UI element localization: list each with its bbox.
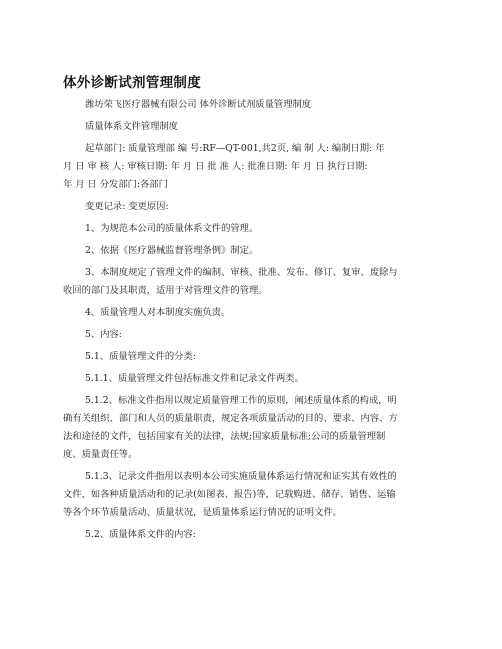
paragraph bbox=[63, 220, 443, 238]
paragraph-line: 5、内容: bbox=[85, 329, 122, 340]
paragraph-line: 年 月 日 分发部门:各部门 bbox=[63, 179, 168, 190]
paragraph bbox=[63, 118, 443, 136]
paragraph bbox=[63, 96, 443, 114]
paragraph bbox=[63, 140, 443, 194]
paragraph-line: 5.2、质量体系文件的内容: bbox=[85, 529, 196, 540]
paragraph-line: 4、质量管理人对本制度实施负责。 bbox=[85, 307, 231, 318]
paragraph bbox=[63, 242, 443, 260]
paragraph-line: 起草部门: 质量管理部 编 号:RF—QT-001,共2页, 编 制 人: 编制日期: 年 bbox=[85, 143, 385, 154]
paragraph bbox=[63, 264, 443, 300]
document-page bbox=[63, 74, 443, 544]
paragraph bbox=[63, 326, 443, 344]
document-body bbox=[63, 96, 443, 544]
paragraph-line: 法和途径的文件，包括国家有关的法律，法规;国家质量标准;公司的质量管理制 bbox=[63, 431, 386, 442]
paragraph-line: 5.1、质量管理文件的分类: bbox=[85, 351, 196, 362]
paragraph bbox=[63, 392, 443, 464]
paragraph bbox=[63, 304, 443, 322]
paragraph-line: 5.1.1、质量管理文件包括标准文件和记录文件两类。 bbox=[85, 373, 304, 384]
paragraph-line: 3、本制度规定了管理文件的编制、审核、批准、发布、修订、复审、废除与 bbox=[85, 267, 398, 278]
paragraph-line: 确有关组织、部门和人员的质量职责，规定各项质量活动的目的、要求、内容、方 bbox=[63, 413, 398, 424]
paragraph-line: 度、质量责任等。 bbox=[63, 449, 138, 460]
paragraph bbox=[63, 348, 443, 366]
document-title: 体外诊断试剂管理制度 bbox=[63, 75, 201, 91]
paragraph-line: 变更记录: 变更原因: bbox=[85, 201, 169, 212]
paragraph-line: 1、为规范本公司的质量体系文件的管理。 bbox=[85, 223, 259, 234]
paragraph-line: 2、依据《医疗器械监督管理条例》制定。 bbox=[85, 245, 259, 256]
paragraph bbox=[63, 198, 443, 216]
paragraph-line: 质量体系文件管理制度 bbox=[85, 121, 178, 132]
paragraph bbox=[63, 526, 443, 544]
paragraph-line: 5.1.3、记录文件指用以表明本公司实施质量体系运行情况和证实其有效性的 bbox=[85, 471, 397, 482]
paragraph-line: 潍坊荣飞医疗器械有限公司 体外诊断试剂质量管理制度 bbox=[85, 99, 312, 110]
paragraph-line: 5.1.2、标准文件指用以规定质量管理工作的原则，阐述质量体系的构成，明 bbox=[85, 395, 397, 406]
paragraph-line: 月 日 审 核 人: 审核日期: 年 月 日 批 准 人: 批准日期: 年 月 日 执行日期: bbox=[63, 161, 368, 172]
paragraph-line: 收回的部门及其职责，适用于对管理文件的管理。 bbox=[63, 285, 268, 296]
paragraph-line: 等各个环节质量活动、质量状况，是质量体系运行情况的证明文件。 bbox=[63, 507, 342, 518]
paragraph bbox=[63, 468, 443, 522]
paragraph-line: 文件，如各种质量活动和的记录(如图表、报告)等，记载购进、储存、销售、运输 bbox=[63, 489, 396, 500]
paragraph bbox=[63, 370, 443, 388]
